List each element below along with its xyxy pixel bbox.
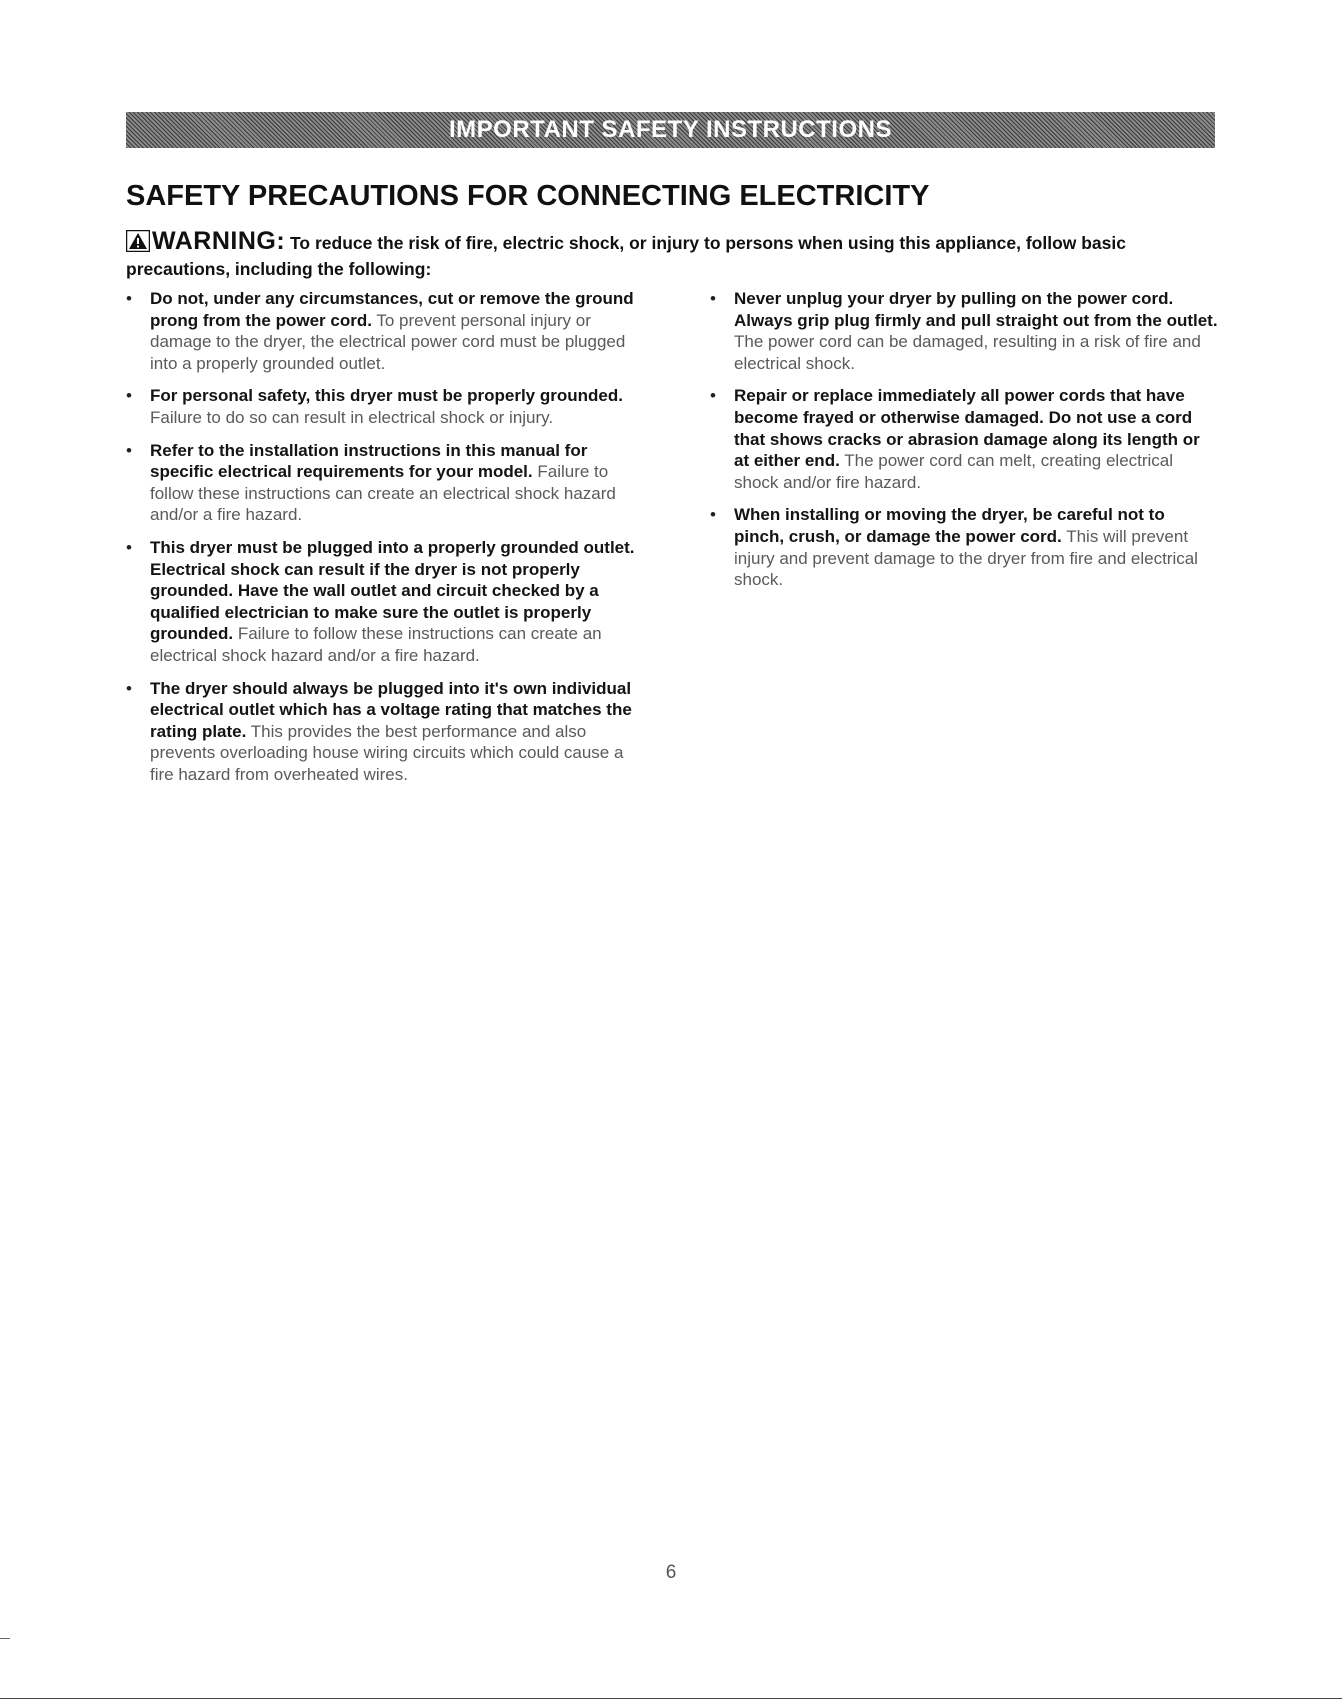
warning-paragraph [126, 227, 1216, 281]
section-title: SAFETY PRECAUTIONS FOR CONNECTING ELECTRICITY [126, 180, 930, 212]
list-item [710, 504, 1218, 590]
item-body-text: Failure to do so can result in electrical shock or injury. [150, 407, 554, 427]
item-body-text: To prevent personal injury or damage to the dryer, the electrical power cord must be plugged into a properly grounded outlet. [150, 310, 626, 373]
warning-triangle-icon [126, 230, 150, 258]
item-body-text: The power cord can melt, creating electrical shock and/or fire hazard. [734, 451, 1174, 492]
bullet-icon: • [126, 678, 132, 698]
bullet-icon: • [710, 386, 716, 406]
banner-title: IMPORTANT SAFETY INSTRUCTIONS [449, 116, 892, 143]
bullet-icon: • [126, 289, 132, 308]
bottom-rule [0, 1698, 1342, 1699]
item-body-text: The power cord can be damaged, resulting in a risk of fire and electrical shock. [734, 332, 1201, 373]
safety-banner [126, 112, 1215, 148]
item-bold-text: Never unplug your dryer by pulling on the power cord. Always grip plug firmly and pull straight out from the outlet. [734, 289, 1218, 330]
bullet-icon: • [126, 386, 132, 406]
item-body-text: Failure to follow these instructions can create an electrical shock hazard and/or a fire hazard. [150, 624, 602, 665]
item-bold-text: Do not, under any circumstances, cut or remove the ground prong from the power cord. [150, 289, 634, 330]
list-item [126, 288, 636, 374]
item-bold-text: The dryer should always be plugged into it's own individual electrical outlet which has a voltage rating that matches the rating plate. [150, 678, 632, 741]
warning-label: WARNING: [152, 227, 286, 255]
list-item [710, 288, 1218, 374]
item-body-text: This will prevent injury and prevent damage to the dryer from fire and electrical shock. [734, 526, 1198, 590]
margin-mark [0, 1638, 10, 1639]
item-bold-text: Refer to the installation instructions in this manual for specific electrical requirements for your model. [150, 440, 588, 482]
page-number: 6 [665, 1562, 677, 1583]
warning-text: To reduce the risk of fire, electric shock, or injury to persons when using this appliance, follow basic precautions, including the following: [126, 233, 1126, 279]
list-item [126, 385, 636, 428]
bullet-icon: • [710, 289, 716, 308]
item-bold-text: This dryer must be plugged into a properly grounded outlet. Electrical shock can result if the dryer is not properly grounded. Have the wall outlet and circuit checked by a qualified electrician to make sure the outlet is properly grounded. [150, 537, 635, 644]
item-bold-text: When installing or moving the dryer, be careful not to pinch, crush, or damage the power cord. [734, 505, 1165, 546]
bullet-icon: • [126, 537, 132, 557]
list-item [710, 385, 1218, 493]
list-item [126, 537, 636, 667]
item-body-text: Failure to follow these instructions can create an electrical shock hazard and/or a fire hazard. [150, 462, 616, 525]
left-column [126, 288, 636, 796]
item-bold-text: For personal safety, this dryer must be properly grounded. [150, 386, 623, 406]
item-body-text: This provides the best performance and also prevents overloading house wiring circuits which could cause a fire hazard from overheated wires. [150, 721, 624, 784]
right-column [710, 288, 1218, 602]
item-bold-text: Repair or replace immediately all power cords that have become frayed or otherwise damaged. Do not use a cord that shows cracks or abrasion damage along its length or at either end. [734, 386, 1200, 471]
list-item [126, 440, 636, 526]
bullet-icon: • [126, 440, 132, 460]
bullet-icon: • [710, 505, 716, 525]
list-item [126, 678, 636, 786]
